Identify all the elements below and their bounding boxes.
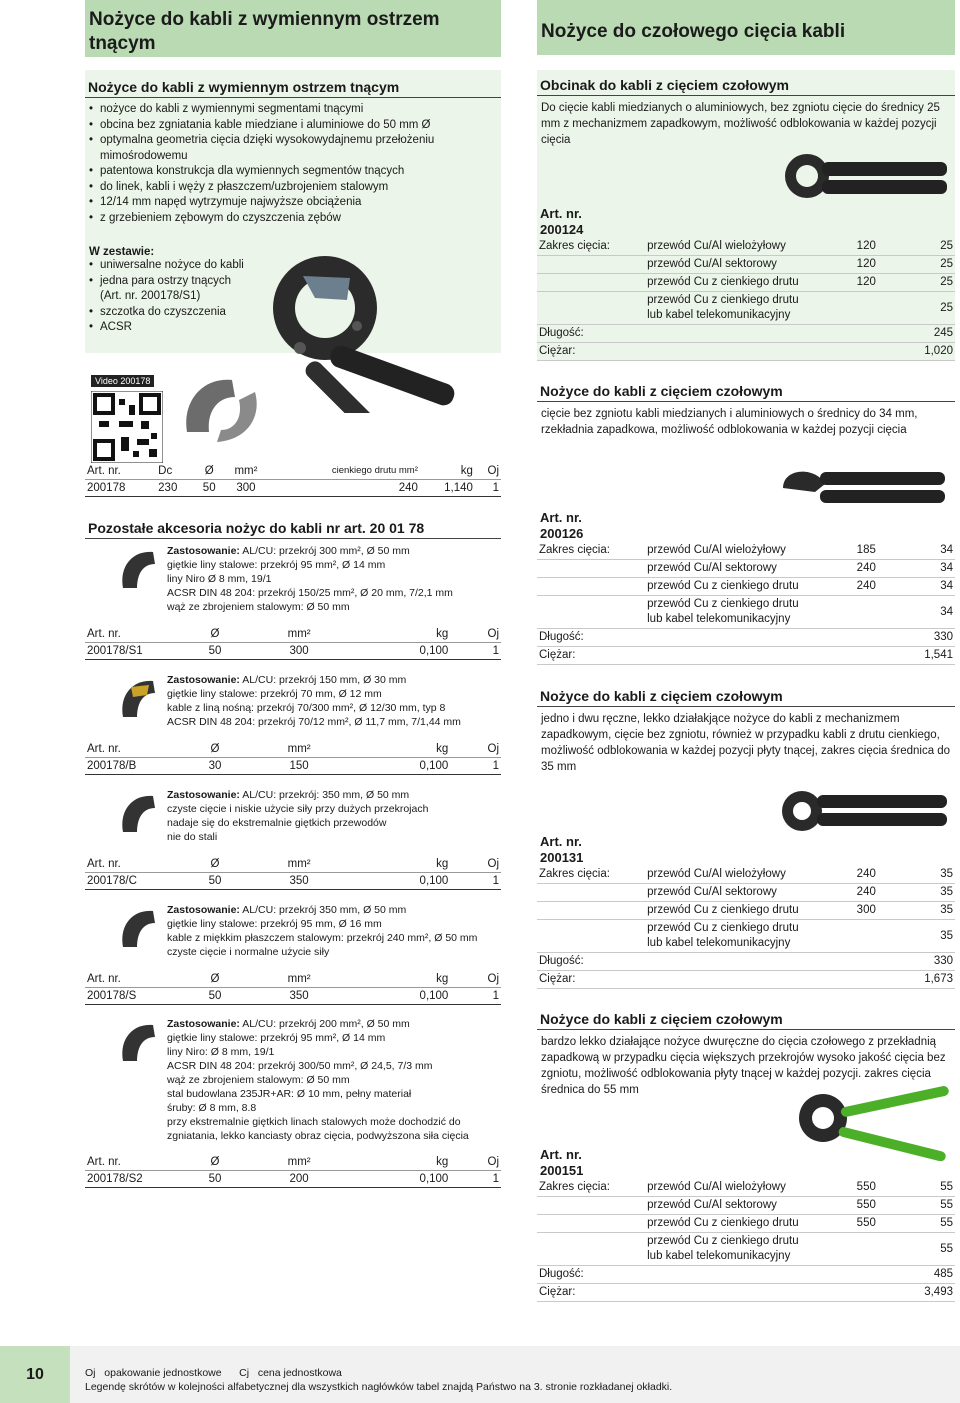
col-header: Ø <box>175 1154 255 1171</box>
front-cutter-image <box>777 150 952 210</box>
table-cell: 0,100 <box>343 758 450 775</box>
table-cell: 50 <box>175 643 255 660</box>
col-header: Oj <box>450 856 501 873</box>
table-row: przewód Cu z cienkiego drutu lub kabel telekomunikacyjny 55 <box>537 1233 955 1266</box>
accessory-description: Zastosowanie: AL/CU: przekrój 350 mm, Ø 50 mm giętkie liny stalowe: przekrój 95 mm, Ø 16 mm kable z miękkim płaszczem stalowym: przekrój 240 mm², Ø 50 mm czyste cięcie i normalne użycie siły <box>167 904 478 958</box>
col-header: Oj <box>450 1154 501 1171</box>
table-cell: 200178/S <box>85 988 175 1005</box>
feature-list <box>85 98 501 226</box>
table-row: Długość: 485 <box>537 1266 955 1284</box>
right-column <box>537 0 955 1298</box>
set-list <box>85 258 255 336</box>
product-block-200124 <box>537 70 955 360</box>
table-cell: 230 <box>156 480 195 497</box>
qr-code-icon <box>91 391 163 463</box>
left-page-title: Nożyce do kabli z wymiennym ostrzem tnącym <box>85 0 501 57</box>
table-row: przewód Cu z cienkiego drutu 120 25 <box>537 274 955 292</box>
product-description: jedno i dwu ręczne, lekko działakjące nożyce do kabli z mechanizmem zapadkowym, cięcie bez zgniotu, również w przypadku kabli z drutu cienkiego, możliwość odblokowania w każdej pozycji płyty tnącej, zakres cięcia średnica do 35 mm <box>541 713 951 773</box>
table-cell: 200178 <box>85 480 156 497</box>
front-cutter-image <box>772 787 952 837</box>
col-header: Dc <box>156 463 195 480</box>
col-header: kg <box>343 1154 450 1171</box>
table-cell: 1 <box>450 873 501 890</box>
blade-icon <box>119 548 159 594</box>
col-header: kg <box>343 741 450 758</box>
front-cutter-image <box>775 462 950 517</box>
col-header: mm² <box>223 463 268 480</box>
list-item: • optymalna geometria cięcia dzięki wysokowydajnemu przełożeniu mimośrodowemu <box>89 133 497 164</box>
table-cell: 150 <box>255 758 343 775</box>
legend-key: Cj <box>239 1367 250 1379</box>
left-product-panel <box>85 70 501 353</box>
product-heading: Nożyce do kabli z cięciem czołowym <box>537 382 955 402</box>
art-label: Art. nr. <box>540 1147 582 1162</box>
accessory-description: Zastosowanie: AL/CU: przekrój 150 mm, Ø 30 mm giętkie liny stalowe: przekrój 70 mm, Ø 12 mm kable z liną nośną: przekrój 70/300 mm², Ø 12/30 mm, typ 8 ACSR DIN 48 204: przekrój 70/12 mm², Ø 11,7 mm, 7/1,44 mm <box>167 674 461 728</box>
table-cell: 200 <box>255 1171 343 1188</box>
blade-icon <box>119 1021 159 1067</box>
list-item: • nożyce do kabli z wymiennymi segmentami tnącymi <box>89 102 497 118</box>
accessory-description: Zastosowanie: AL/CU: przekrój: 350 mm, Ø 50 mm czyste cięcie i niskie użycie siły przy dużych przekrojach nadaje się do ekstremalnie giętkich przewodów nie do stali <box>167 789 429 843</box>
main-product-table <box>85 463 501 497</box>
table-row: przewód Cu/Al sektorowy 240 35 <box>537 884 955 902</box>
table-row: Zakres cięcia: przewód Cu/Al wielożyłowy 120 25 <box>537 238 955 256</box>
blade-segments-image <box>177 372 267 452</box>
table-row: przewód Cu z cienkiego drutu 240 34 <box>537 578 955 596</box>
list-item: • jedna para ostrzy tnących (Art. nr. 200178/S1) <box>89 274 251 305</box>
product-block-200131 <box>537 687 955 985</box>
table-cell: 1 <box>450 988 501 1005</box>
list-item: • z grzebieniem zębowym do czyszczenia zębów <box>89 211 497 227</box>
table-row <box>85 480 501 497</box>
page-number: 10 <box>0 1346 70 1403</box>
table-row: przewód Cu z cienkiego drutu 300 35 <box>537 902 955 920</box>
table-row <box>85 758 501 775</box>
col-header: Oj <box>450 626 501 643</box>
accessory-description: Zastosowanie: AL/CU: przekrój 300 mm², Ø 50 mm giętkie liny stalowe: przekrój 95 mm², Ø 14 mm liny Niro Ø 8 mm, 19/1 ACSR DIN 48 204: przekrój 150/25 mm², Ø 20 mm, 7/2,1 mm wąż ze zbrojeniem stalowym: Ø 50 mm <box>167 545 453 613</box>
table-cell: 350 <box>255 988 343 1005</box>
spec-table <box>537 1179 955 1302</box>
col-header: Oj <box>450 741 501 758</box>
col-header: mm² <box>255 971 343 988</box>
right-page-title: Nożyce do czołowego cięcia kabli <box>537 0 955 55</box>
table-cell: 300 <box>223 480 268 497</box>
list-item: • patentowa konstrukcja dla wymiennych segmentów tnących <box>89 164 497 180</box>
table-row: Długość: 330 <box>537 953 955 971</box>
table-row: Ciężar: 1,673 <box>537 971 955 989</box>
col-header: Ø <box>175 626 255 643</box>
col-header: Art. nr. <box>85 856 175 873</box>
footer-legend <box>85 1366 672 1394</box>
table-row: przewód Cu z cienkiego drutu lub kabel telekomunikacyjny 25 <box>537 292 955 325</box>
table-cell: 50 <box>175 988 255 1005</box>
table-cell: 0,100 <box>343 643 450 660</box>
col-header: kg <box>420 463 475 480</box>
table-cell: 50 <box>175 873 255 890</box>
col-header: Art. nr. <box>85 1154 175 1171</box>
table-row: przewód Cu z cienkiego drutu 550 55 <box>537 1215 955 1233</box>
list-item: • ACSR <box>89 320 251 336</box>
table-row: przewód Cu z cienkiego drutu lub kabel telekomunikacyjny 35 <box>537 920 955 953</box>
col-header: Art. nr. <box>85 741 175 758</box>
list-item: • obcina bez zgniatania kable miedziane i aluminiowe do 50 mm Ø <box>89 118 497 134</box>
video-qr-block[interactable] <box>91 371 163 463</box>
table-cell: 50 <box>175 1171 255 1188</box>
col-header: Art. nr. <box>85 626 175 643</box>
table-cell: 300 <box>255 643 343 660</box>
table-row <box>85 988 501 1005</box>
table-cell: 50 <box>195 480 223 497</box>
col-header: kg <box>343 626 450 643</box>
set-title: W zestawie: <box>89 246 155 258</box>
table-row: Ciężar: 1,541 <box>537 647 955 665</box>
art-label: Art. nr. <box>540 510 582 525</box>
product-description: Do cięcie kabli miedzianych o aluminiowych, bez zgniotu cięcie do średnicy 25 mm z mechanizmem zapadkowym, możliwość odblokowania w każdej pozycji cięcia <box>541 102 940 146</box>
art-number: 200151 <box>540 1163 584 1178</box>
table-cell: 200178/B <box>85 758 175 775</box>
art-number: 200124 <box>540 222 584 237</box>
col-header: kg <box>343 971 450 988</box>
col-header: Ø <box>175 856 255 873</box>
cable-cutter-image <box>255 248 475 413</box>
col-header: cienkiego drutu mm² <box>269 463 420 480</box>
table-cell: 200178/C <box>85 873 175 890</box>
col-header: Art. nr. <box>85 971 175 988</box>
left-section-heading: Nożyce do kabli z wymiennym ostrzem tnącym <box>85 78 501 98</box>
legend-key: Oj <box>85 1367 96 1379</box>
table-cell: 1 <box>450 758 501 775</box>
accessory-table <box>85 856 501 890</box>
list-item: • uniwersalne nożyce do kabli <box>89 258 251 274</box>
table-row <box>85 1171 501 1188</box>
col-header: Oj <box>475 463 501 480</box>
table-row <box>85 873 501 890</box>
table-cell: 0,100 <box>343 1171 450 1188</box>
product-heading: Nożyce do kabli z cięciem czołowym <box>537 687 955 707</box>
accessory-table <box>85 1154 501 1188</box>
col-header: mm² <box>255 741 343 758</box>
accessory-table <box>85 971 501 1005</box>
col-header: Ø <box>175 741 255 758</box>
art-label: Art. nr. <box>540 834 582 849</box>
blade-icon <box>119 677 159 723</box>
table-row: przewód Cu/Al sektorowy 120 25 <box>537 256 955 274</box>
table-cell: 1 <box>450 1171 501 1188</box>
spec-table <box>537 238 955 361</box>
list-item: • do linek, kabli i węży z płaszczem/uzbrojeniem stalowym <box>89 180 497 196</box>
accessories-heading: Pozostałe akcesoria nożyc do kabli nr art. 20 01 78 <box>85 519 501 539</box>
blade-icon <box>119 792 159 838</box>
accessory-table <box>85 626 501 660</box>
table-row: przewód Cu/Al sektorowy 550 55 <box>537 1197 955 1215</box>
col-header: mm² <box>255 1154 343 1171</box>
art-label: Art. nr. <box>540 206 582 221</box>
table-cell: 1,140 <box>420 480 475 497</box>
product-block-200151 <box>537 1010 955 1298</box>
table-row: Ciężar: 1,020 <box>537 343 955 361</box>
col-header: Ø <box>195 463 223 480</box>
table-row: Zakres cięcia: przewód Cu/Al wielożyłowy 550 55 <box>537 1179 955 1197</box>
col-header: kg <box>343 856 450 873</box>
product-heading: Nożyce do kabli z cięciem czołowym <box>537 1010 955 1030</box>
table-cell: 240 <box>269 480 420 497</box>
col-header: mm² <box>255 626 343 643</box>
list-item: • 12/14 mm napęd wytrzymuje najwyższe obciążenia <box>89 195 497 211</box>
table-cell: 1 <box>475 480 501 497</box>
product-block-200126 <box>537 382 955 661</box>
table-row: Ciężar: 3,493 <box>537 1284 955 1302</box>
table-row: Zakres cięcia: przewód Cu/Al wielożyłowy 185 34 <box>537 542 955 560</box>
spec-table <box>537 866 955 989</box>
accessory-description: Zastosowanie: AL/CU: przekrój 200 mm², Ø 50 mm giętkie liny stalowe: przekrój 95 mm², Ø 14 mm liny Niro: Ø 8 mm, 19/1 ACSR DIN 48 204: przekrój 300/50 mm², Ø 24,5, 7/3 mm wąż ze zbrojeniem stalowym: Ø 50 mm stal budowlana 235JR+AR: Ø 10 mm, pełny materiał śruby: Ø 8 mm, 8.8 przy ekstremalnie giętkich linach stalowych może dochodzić do zgniatania, lekko kanciasty obraz cięcia, podwyższona siła cięcia <box>167 1018 469 1142</box>
product-description: bardzo lekko działające nożyce dwuręczne do cięcia czołowego z przekładnią zapadkową w przypadku cięcia większych przekrojów wysoko jakość cięcia bez zgniotu, możliwość odblokowania płyty tnącej w każdej pozycji. zakres cięcia średnica do 55 mm <box>541 1036 946 1096</box>
table-cell: 200178/S1 <box>85 643 175 660</box>
art-number: 200131 <box>540 850 584 865</box>
art-number: 200126 <box>540 526 584 541</box>
table-cell: 0,100 <box>343 873 450 890</box>
col-header: Oj <box>450 971 501 988</box>
table-row: przewód Cu z cienkiego drutu lub kabel telekomunikacyjny 34 <box>537 596 955 629</box>
table-row: Długość: 330 <box>537 629 955 647</box>
footer-note: Legendę skrótów w kolejności alfabetycznej dla wszystkich nagłówków tabel znajdą Państwo na 3. stronie rozkładanej okładki. <box>85 1381 673 1393</box>
table-row: Długość: 245 <box>537 325 955 343</box>
table-row <box>85 643 501 660</box>
table-cell: 350 <box>255 873 343 890</box>
table-row: Zakres cięcia: przewód Cu/Al wielożyłowy 240 35 <box>537 866 955 884</box>
col-header: Ø <box>175 971 255 988</box>
product-heading: Obcinak do kabli z cięciem czołowym <box>537 76 955 96</box>
accessory-table <box>85 741 501 775</box>
col-header: mm² <box>255 856 343 873</box>
blade-icon <box>119 907 159 953</box>
left-column <box>85 0 501 1185</box>
legend-value: opakowanie jednostkowe <box>104 1367 222 1379</box>
table-row: przewód Cu/Al sektorowy 240 34 <box>537 560 955 578</box>
table-cell: 200178/S2 <box>85 1171 175 1188</box>
spec-table <box>537 542 955 665</box>
product-description: cięcie bez zgniotu kabli miedzianych i aluminiowych o średnicy do 34 mm, rzekładnia zapadkowa, możliwość odblokowania w każdej pozycji cięcia <box>541 408 918 436</box>
col-header: Art. nr. <box>85 463 156 480</box>
table-cell: 0,100 <box>343 988 450 1005</box>
video-label: Video 200178 <box>91 375 154 387</box>
table-cell: 30 <box>175 758 255 775</box>
list-item: • szczotka do czyszczenia <box>89 305 251 321</box>
legend-value: cena jednostkowa <box>257 1367 342 1379</box>
table-cell: 1 <box>450 643 501 660</box>
